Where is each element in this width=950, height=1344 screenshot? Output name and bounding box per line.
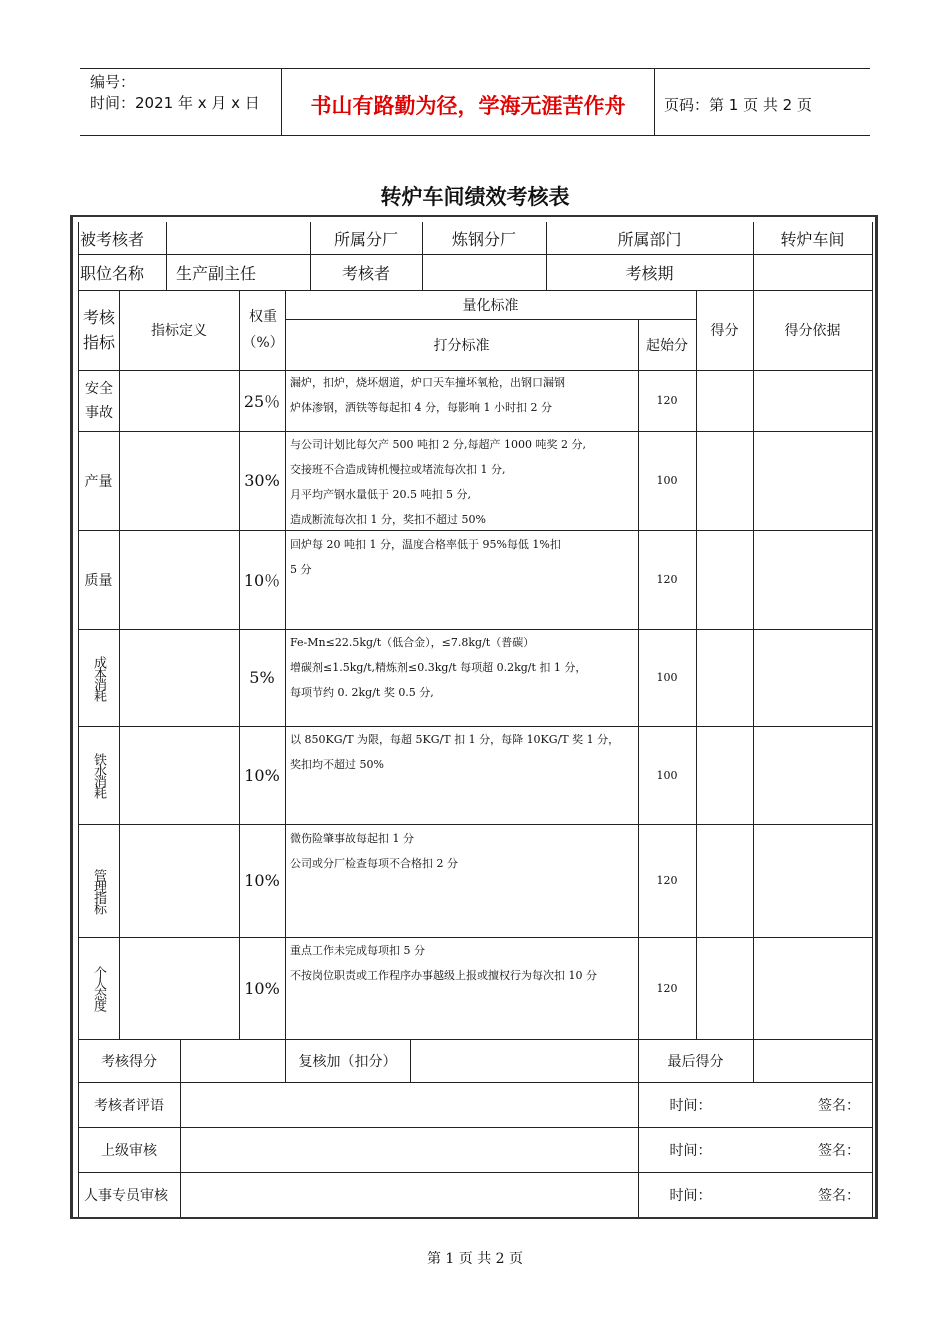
indicator-start: 120: [656, 981, 678, 995]
indicator-weight: 10％: [243, 571, 281, 590]
col-start: 起始分: [646, 337, 688, 354]
col-score: 得分: [710, 323, 739, 339]
signoff-time: 时间：: [669, 1187, 712, 1204]
col-definition: 指标定义: [151, 323, 207, 339]
indicator-name: 个人态度: [91, 966, 106, 1010]
indicator-start: 100: [656, 671, 678, 684]
indicator-weight: 25％: [243, 392, 281, 411]
page-title: 转炉车间绩效考核表: [380, 185, 570, 209]
indicator-criteria: 回炉每 20 吨扣 1 分，温度合格率低于 95%每低 1%扣 5 分: [290, 538, 561, 576]
signoff-label: 上级审核: [101, 1142, 157, 1159]
header-meta: [90, 72, 260, 114]
header-top-rule: [80, 68, 870, 69]
indicator-weight: 30%: [244, 471, 280, 490]
period-value: [753, 254, 872, 290]
page-footer: 第 1 页 共 2 页: [426, 1251, 524, 1267]
indicator-name: 产量: [84, 473, 113, 490]
indicator-name: 成本消耗: [91, 655, 106, 700]
branch-label: 所属分厂: [333, 229, 398, 249]
indicator-weight: 10%: [244, 871, 280, 890]
summary-final-label: 最后得分: [667, 1053, 724, 1070]
dept-value: 转炉车间: [780, 229, 845, 249]
col-scoring: 打分标准: [433, 337, 490, 354]
indicator-start: 100: [656, 768, 678, 782]
doc-date: 时间：2021 年 x 月 x 日: [90, 94, 260, 112]
dept-label: 所属部门: [617, 229, 682, 249]
indicator-weight: 10%: [244, 978, 280, 998]
indicator-start: 120: [656, 394, 678, 407]
indicator-criteria: 以 850KG/T 为限，每超 5KG/T 扣 1 分，每降 10KG/T 奖 1 分， 奖扣均不超过 50%: [290, 733, 620, 771]
doc-number: 编号：: [90, 73, 136, 91]
examinee-value: [166, 222, 310, 254]
indicator-name: 质量: [84, 572, 113, 589]
indicator-criteria: 微伤险肇事故每起扣 1 分 公司或分厂检查每项不合格扣 2 分: [290, 832, 458, 870]
examinee-label: 被考核者: [80, 229, 145, 249]
signoff-label: 考核者评语: [94, 1097, 164, 1114]
indicator-name: 管理指标: [91, 868, 106, 913]
header-page-number: 页码：第 1 页 共 2 页: [664, 96, 812, 114]
indicator-start: 100: [656, 474, 678, 487]
period-label: 考核期: [625, 263, 674, 283]
signoff-sign: 签名：: [818, 1142, 860, 1159]
indicator-name: 铁水消耗: [91, 753, 106, 797]
header-motto: 书山有路勤为径，学海无涯苦作舟: [310, 94, 626, 118]
examiner-label: 考核者: [341, 263, 390, 283]
signoff-time: 时间：: [669, 1142, 712, 1159]
signoff-sign: 签名：: [818, 1187, 860, 1204]
position-label: 职位名称: [80, 263, 145, 283]
branch-value: 炼钢分厂: [451, 229, 516, 249]
indicator-criteria: 重点工作未完成每项扣 5 分 不按岗位职责或工作程序办事越级上报或擅权行为每次扣 10 分: [290, 944, 597, 982]
indicator-weight: 5%: [249, 668, 275, 687]
position-value: 生产副主任: [176, 263, 257, 283]
indicator-weight: 10%: [244, 765, 280, 785]
indicator-start: 120: [656, 874, 678, 887]
indicator-criteria: 漏炉，扣炉，烧坏烟道，炉口天车撞坏氧枪，出钢口漏钢 炉体渗钢，洒铁等每起扣 4 分，每影响 1 小时扣 2 分: [290, 376, 565, 414]
indicator-start: 120: [656, 573, 678, 586]
col-weight: 权重（%）: [242, 309, 284, 351]
examiner-value: [422, 254, 546, 290]
signoff-sign: 签名：: [818, 1097, 860, 1114]
indicator-criteria: 与公司计划比每欠产 500 吨扣 2 分,每超产 1000 吨奖 2 分, 交接班不合造成铸机慢拉或堵流每次扣 1 分, 月平均产钢水量低于 20.5 吨扣 5 分, 造成断流每次扣 1 分，奖扣不超过 50%: [290, 438, 586, 526]
col-quant: 量化标准: [462, 297, 519, 314]
header-bottom-rule: [80, 135, 870, 136]
signoff-label: 人事专员审核: [84, 1187, 168, 1204]
indicator-name: 安全事故: [85, 381, 113, 421]
indicator-criteria: Fe-Mn≤22.5kg/t（低合金），≤7.8kg/t（普碳） 增碳剂≤1.5kg/t,精炼剂≤0.3kg/t 每项超 0.2kg/t 扣 1 分， 每项节约 0. 2kg/t 奖 0.5 分,: [290, 636, 587, 699]
col-indicator: 考核指标: [82, 308, 115, 352]
header-divider: [654, 68, 655, 136]
signoff-time: 时间：: [669, 1097, 712, 1114]
summary-review-label: 复核加（扣分）: [298, 1053, 397, 1070]
summary-score-label: 考核得分: [101, 1053, 157, 1070]
col-basis: 得分依据: [784, 323, 841, 339]
